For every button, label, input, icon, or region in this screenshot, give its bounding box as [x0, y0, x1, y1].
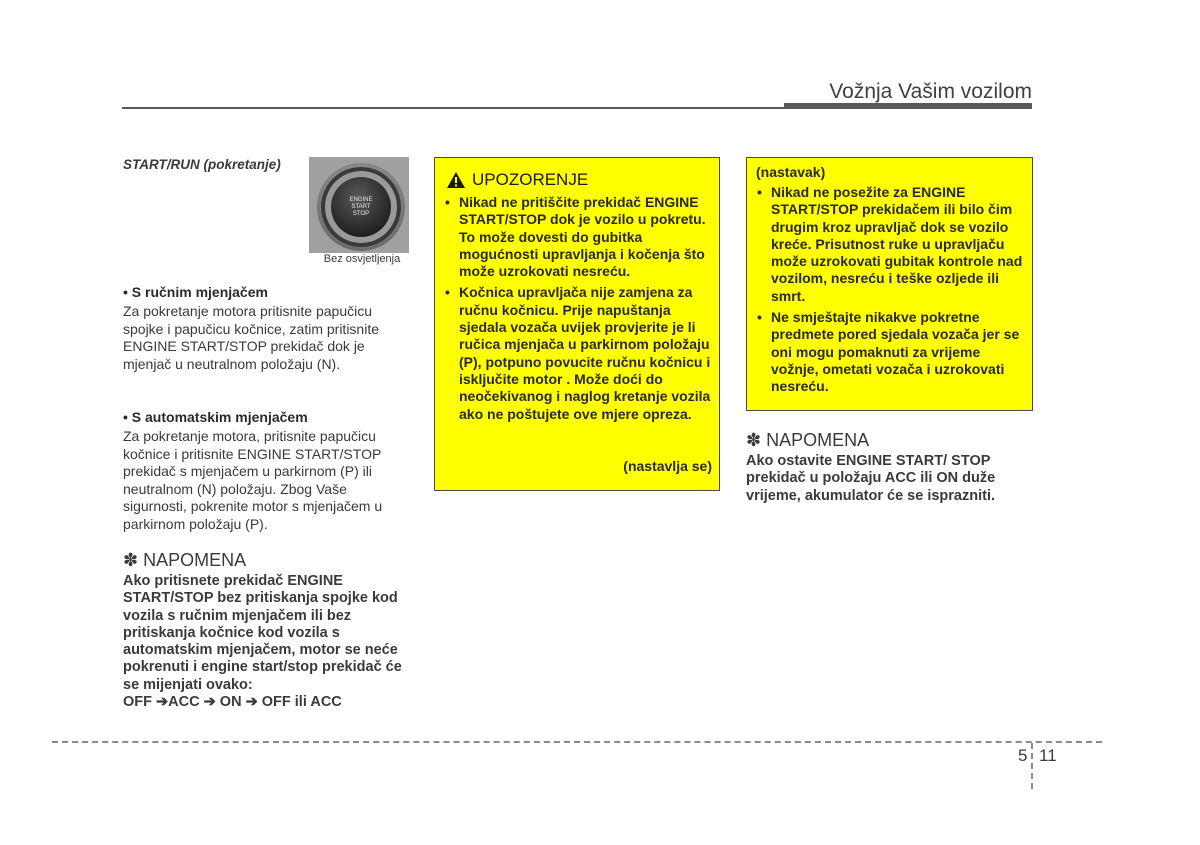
section-title: Vožnja Vašim vozilom: [829, 80, 1032, 103]
button-label-engine: ENGINE: [349, 197, 373, 203]
warning-item: • Ne smještajte nikakve pokretne predmete pored sjedala vozača jer se oni mogu pomaknuti za vrijeme vožnje, ometati vozača i uzrokovati nesreću.: [756, 309, 1028, 395]
note-text: [123, 573, 415, 711]
footer-divider: [1031, 743, 1033, 789]
button-label-start: START: [351, 204, 371, 210]
chapter-number: 5: [1018, 746, 1028, 765]
manual-transmission-heading: • S ručnim mjenjačem: [123, 284, 268, 300]
continuation-list: [756, 184, 1028, 400]
warning-item: • Nikad ne posežite za ENGINE START/STOP prekidačem ili bilo čim drugim kroz upravljač dok se vozilo kreće. Prisutnost ruke u upravljaču može uzrokovati gubitak kontrole nad vozilom, nesreću i teške ozljede ili smrt.: [756, 184, 1028, 305]
warning-triangle-icon: [446, 171, 466, 189]
note-title: ✽ NAPOMENA: [746, 430, 870, 450]
switch-sequence: OFF ➔ACC ➔ ON ➔ OFF ili ACC: [123, 694, 342, 711]
engine-start-button-image: [309, 157, 409, 253]
button-label-stop: STOP: [352, 211, 370, 217]
note-text: Ako ostavite ENGINE START/ STOP prekidač u položaju ACC ili ON duže vrijeme, akumulator će se isprazniti.: [746, 453, 996, 504]
manual-transmission-text: Za pokretanje motora pritisnite papučicu spojke i papučicu kočnice, zatim pritisnite ENGINE START/STOP prekidač dok je mjenjač u neutralnom položaju (N).: [123, 303, 380, 372]
engine-start-button-illustration: [309, 157, 409, 253]
start-run-heading: START/RUN (pokretanje): [123, 157, 281, 172]
warning-item: • Nikad ne pritiščite prekidač ENGINE START/STOP dok je vozilo u pokretu. To može dovesti do gubitka mogućnosti upravljanja i kočenja što može uzrokovati nesreću.: [444, 194, 716, 280]
footer-rule: [52, 741, 1102, 743]
warning-item: • Kočnica upravljača nije zamjena za ručnu kočnicu. Prije napuštanja sjedala vozača uvijek provjerite je li ručica mjenjača u parkirnom položaju (P), potpuno povucite ručnu kočnicu i isključite motor . Može doći do neočekivanog i naglog kretanje vozila ako ne poštujete ove mjere opreza.: [444, 284, 716, 422]
image-caption: Bez osvjetljenja: [323, 253, 401, 265]
automatic-transmission-text: Za pokretanje motora, pritisnite papučicu kočnice i pritisnite ENGINE START/STOP prekidač s mjenjačem u parkirnom (P) ili neutralnom (N) položaju. Zbog Vaše sigurnosti, pokrenite motor s mjenjačem u parkirnom položaju (P).: [123, 428, 383, 532]
automatic-transmission-heading: • S automatskim mjenjačem: [123, 409, 308, 425]
continued-marker: (nastavlja se): [623, 458, 712, 474]
note-title: ✽ NAPOMENA: [123, 550, 247, 570]
warning-title: UPOZORENJE: [472, 170, 589, 189]
warning-header: [446, 170, 588, 190]
page-number: 11: [1039, 746, 1057, 765]
continuation-label: (nastavak): [756, 164, 826, 180]
note-body: Ako pritisnete prekidač ENGINE START/STOP bez pritiskanja spojke kod vozila s ručnim mjenjačem ili bez pritiskanja kočnice kod vozila s automatskim mjenjačem, motor se neće pokrenuti i engine start/stop prekidač će se mijenjati ovako:: [123, 573, 402, 693]
warning-list: [444, 194, 716, 427]
header-rule: [122, 107, 1032, 109]
